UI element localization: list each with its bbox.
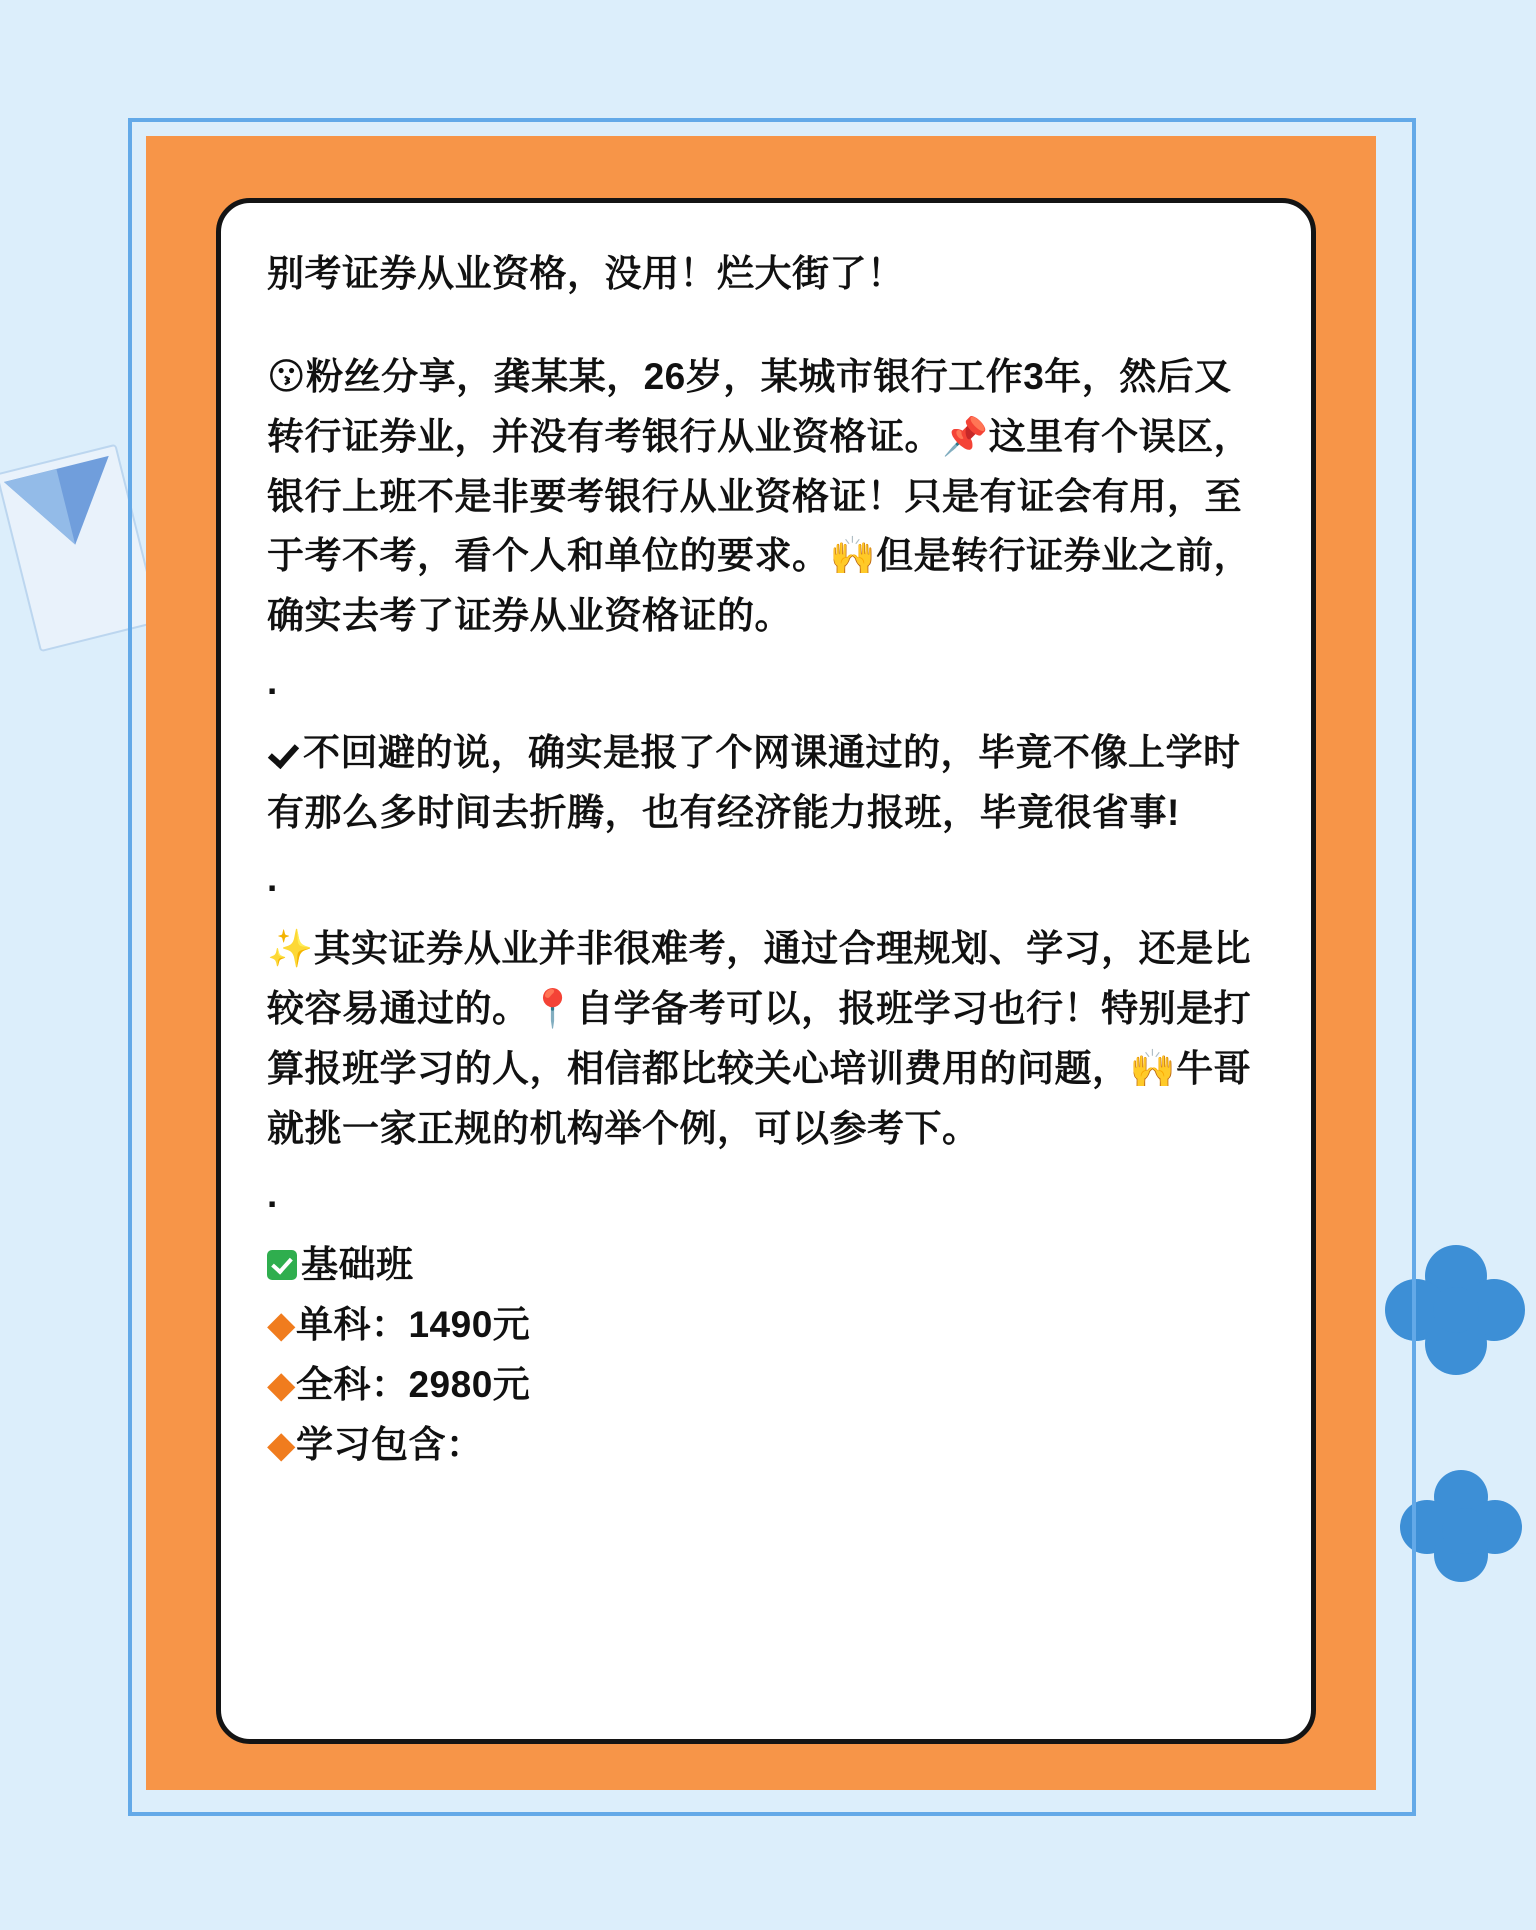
- list-item: [267, 1355, 1265, 1415]
- list-item: [267, 1415, 1265, 1475]
- separator-dot-1: .: [267, 661, 278, 703]
- paragraph-exam-advice: [267, 919, 1265, 1159]
- separator-dot-3: .: [267, 1173, 278, 1215]
- paragraph-online-course: [267, 723, 1265, 843]
- list-item-label: 全科：: [295, 1364, 409, 1405]
- list-item: [267, 1295, 1265, 1355]
- page-title: 别考证券从业资格，没用！烂大街了！: [267, 253, 905, 294]
- diamond-bullet-icon: ◆: [267, 1363, 296, 1406]
- paragraph-exam-advice-text: 其实证券从业并非很难考，通过合理规划、学习，还是比较容易通过的。📍自学备考可以，报班学习也行！特别是打算报班学习的人，相信都比较关心培训费用的问题，🙌牛哥就挑一家正规的机构举个例，可以参考下。: [267, 927, 1252, 1149]
- sparkles-emoji: ✨: [267, 926, 314, 970]
- diamond-bullet-icon: ◆: [267, 1303, 296, 1347]
- note-card: [216, 198, 1316, 1744]
- list-item-label: 学习包含：: [295, 1423, 484, 1465]
- section-heading-text: 基础班: [301, 1244, 414, 1286]
- diamond-bullet-icon: ◆: [267, 1422, 296, 1466]
- section-heading: [267, 1235, 1265, 1295]
- paragraph-online-course-text: 不回避的说，确实是报了个网课通过的，毕竟不像上学时有那么多时间去折腾，也有经济能力报班，毕竟很省事!: [267, 731, 1241, 833]
- list-item-label: 单科：: [295, 1304, 409, 1346]
- list-item-value: 2980元: [408, 1364, 531, 1405]
- green-check-box-icon: [267, 1250, 297, 1280]
- check-mark-icon: [267, 738, 301, 768]
- paragraph-intro: [267, 347, 1265, 647]
- separator-dot-2: .: [267, 857, 278, 899]
- flower-decoration-lower: [1400, 1470, 1520, 1590]
- kissing-face-emoji: 😗: [267, 354, 307, 398]
- paragraph-intro-text: 粉丝分享，龚某某，26岁，某城市银行工作3年，然后又转行证券业，并没有考银行从业资格证。📌这里有个误区，银行上班不是非要考银行从业资格证！只是有证会有用，至于考不考，看个人和单位的要求。🙌但是转行证券业之前，确实去考了证券从业资格证的。: [267, 355, 1252, 637]
- list-item-value: 1490元: [408, 1304, 531, 1346]
